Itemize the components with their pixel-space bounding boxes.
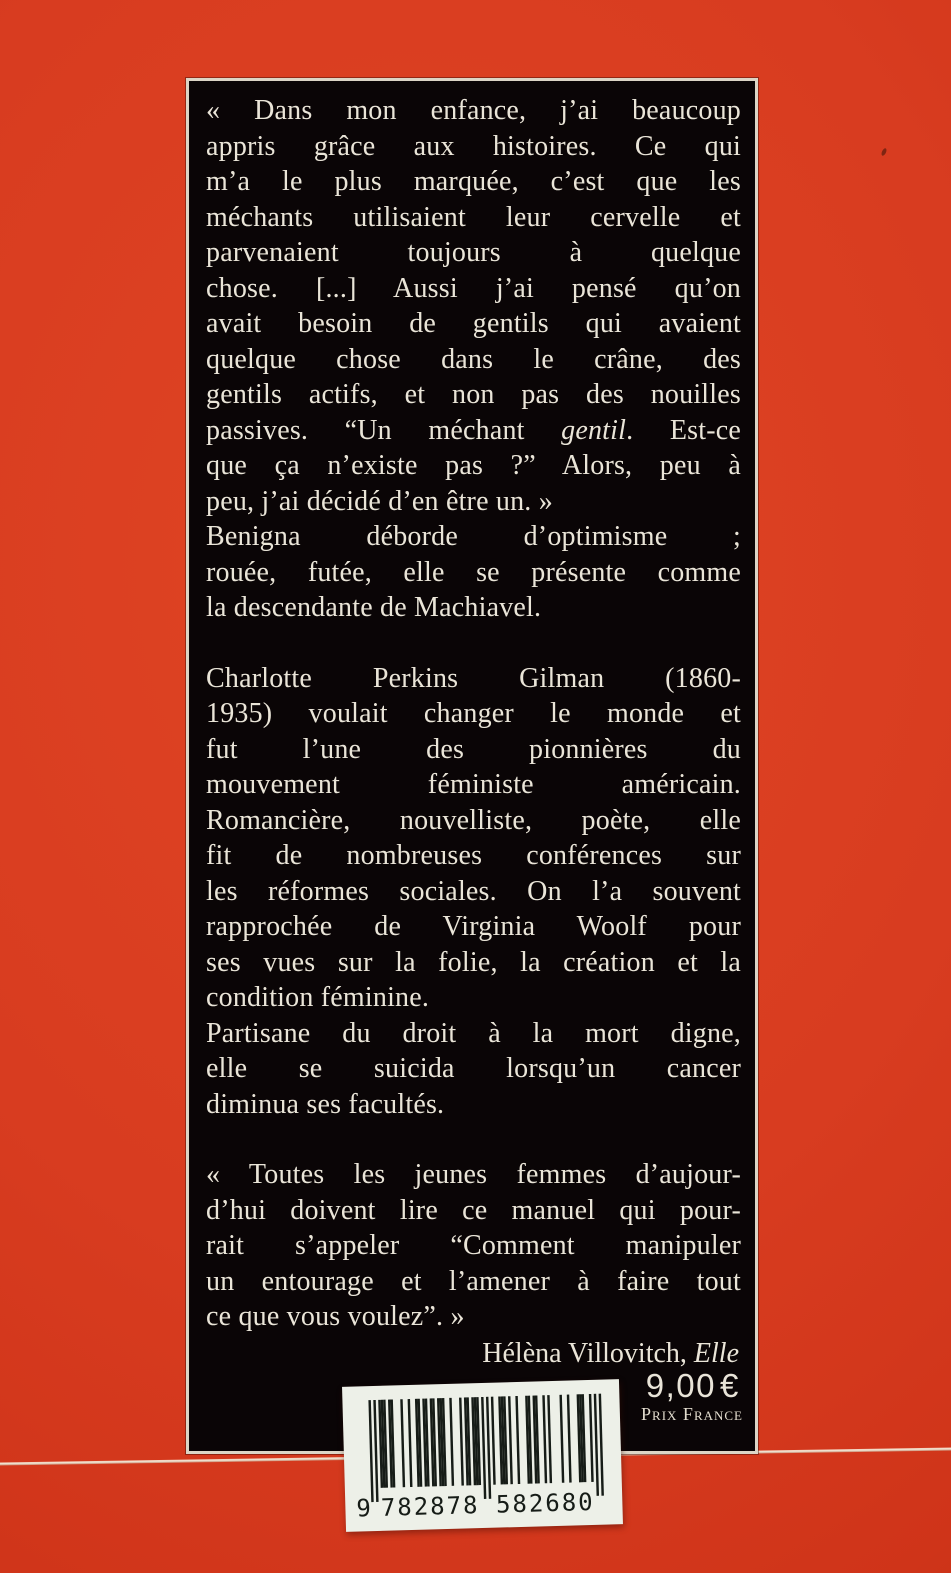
barcode-digits: 782878 bbox=[379, 1490, 480, 1522]
dust-speck bbox=[880, 148, 887, 157]
text-line: chose. [...] Aussi j’ai pensé qu’on bbox=[206, 272, 741, 304]
text-line: la descendante de Machiavel. bbox=[206, 592, 542, 623]
text-line: rouée, futée, elle se présente comme bbox=[206, 556, 741, 588]
price-note: Prix France bbox=[641, 1404, 743, 1424]
text-line: « Dans mon enfance, j’ai beaucoup bbox=[206, 95, 741, 126]
euro-currency-symbol: € bbox=[719, 1367, 739, 1404]
barcode-label bbox=[342, 1379, 623, 1532]
price-amount: 9,00 bbox=[645, 1367, 716, 1404]
text-line: elle se suicida lorsqu’un cancer bbox=[206, 1053, 741, 1084]
text-line: un entourage et l’amener à faire tout bbox=[206, 1265, 741, 1297]
text-line: passives. “Un méchant gentil. Est-ce bbox=[206, 414, 741, 446]
text-line: Benigna déborde d’optimisme ; bbox=[206, 521, 741, 552]
text-line: Romancière, nouvelliste, poète, elle bbox=[206, 804, 741, 836]
price bbox=[641, 1369, 743, 1424]
barcode-digits: 582680 bbox=[495, 1487, 595, 1519]
paragraph bbox=[206, 519, 741, 626]
text-line: diminua ses facultés. bbox=[206, 1088, 445, 1120]
text-line: fut l’une des pionnières du bbox=[206, 733, 741, 765]
text-line: ses vues sur la folie, la création et la bbox=[206, 946, 741, 978]
text-line: parvenaient toujours à quelque bbox=[206, 237, 741, 268]
paragraph bbox=[206, 1016, 741, 1123]
text-line: 1935) voulait changer le monde et bbox=[206, 698, 741, 729]
text-line: condition féminine. bbox=[206, 982, 430, 1013]
text-line: Partisane du droit à la mort digne, bbox=[206, 1017, 741, 1049]
text-line: peu, j’ai décidé d’en être un. » bbox=[206, 485, 553, 517]
text-line: rapprochée de Virginia Woolf pour bbox=[206, 911, 741, 942]
text-line: que ça n’existe pas ?” Alors, peu à bbox=[206, 450, 741, 481]
text-line: m’a le plus marquée, c’est que les bbox=[206, 166, 741, 197]
text-line: avait besoin de gentils qui avaient bbox=[206, 308, 741, 339]
text-line: les réformes sociales. On l’a souvent bbox=[206, 875, 741, 907]
text-line: Charlotte Perkins Gilman (1860- bbox=[206, 662, 741, 694]
barcode-digits: 9 bbox=[355, 1493, 373, 1523]
blurb-text bbox=[189, 81, 755, 1335]
text-line: appris grâce aux histoires. Ce qui bbox=[206, 130, 741, 162]
review-attribution: Hélèna Villovitch, Elle bbox=[482, 1337, 739, 1369]
paragraph bbox=[206, 93, 741, 519]
ean13-barcode bbox=[352, 1389, 613, 1522]
text-line: gentils actifs, et non pas des nouilles bbox=[206, 379, 741, 410]
paragraph bbox=[206, 661, 741, 1016]
text-line: ce que vous voulez”. » bbox=[206, 1301, 465, 1332]
text-line: d’hui doivent lire ce manuel qui pour- bbox=[206, 1194, 741, 1226]
paragraph bbox=[206, 1157, 741, 1335]
blurb-panel bbox=[186, 78, 758, 1454]
text-line: méchants utilisaient leur cervelle et bbox=[206, 201, 741, 233]
price-amount-row bbox=[641, 1369, 743, 1403]
text-line: mouvement féministe américain. bbox=[206, 769, 741, 800]
text-line: « Toutes les jeunes femmes d’aujour- bbox=[206, 1159, 741, 1190]
text-line: quelque chose dans le crâne, des bbox=[206, 343, 741, 375]
text-line: fit de nombreuses conférences sur bbox=[206, 840, 741, 871]
text-line: rait s’appeler “Comment manipuler bbox=[206, 1230, 741, 1261]
